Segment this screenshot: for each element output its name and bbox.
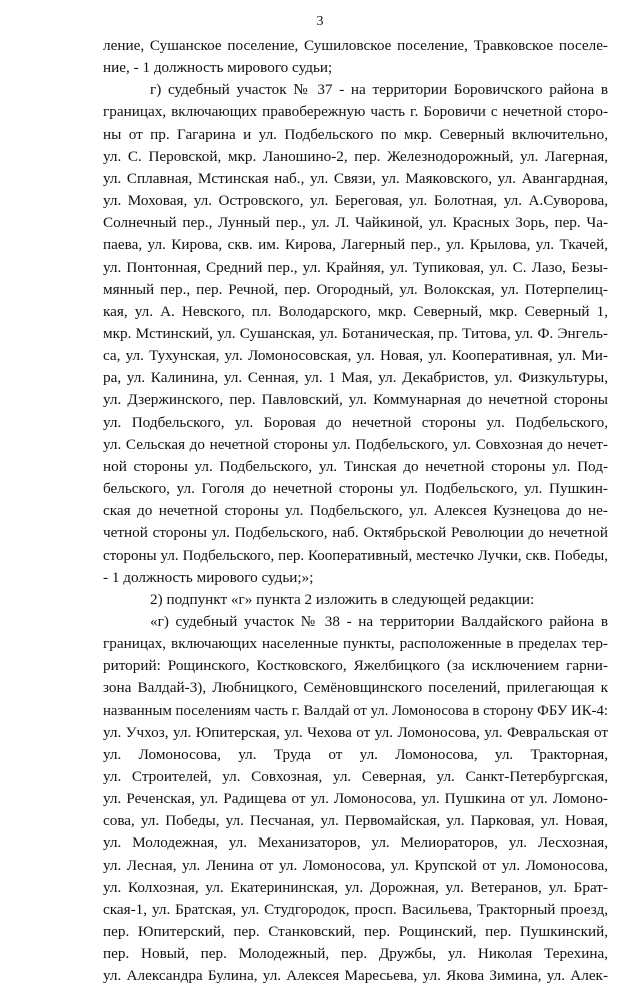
text-line: ул. Моховая, ул. Островского, ул. Береговая, ул. Болотная, ул. А.Суворова,: [103, 192, 608, 209]
text-line: ул. Понтонная, Средний пер., ул. Крайняя, ул. Тупиковая, ул. С. Лазо, Безы-: [103, 258, 608, 276]
text-line: ская до нечетной стороны ул. Подбельского, ул. Алексея Кузнецова до не-: [103, 502, 608, 520]
text-line: ул. Сплавная, Мстинская наб., ул. Связи, ул. Маяковского, ул. Авангардная,: [103, 169, 608, 187]
text-line: ул. Ломоносова, ул. Труда от ул. Ломоносова, ул. Тракторная,: [103, 745, 608, 763]
text-line: ул. Сельская до нечетной стороны ул. Подбельского, ул. Совхозная до нечет-: [103, 435, 608, 453]
text-line: «г) судебный участок № 38 - на территории Валдайского района в: [150, 612, 608, 630]
text-line: ра, ул. Калинина, ул. Сенная, ул. 1 Мая, ул. Декабристов, ул. Физкультуры,: [103, 369, 608, 387]
text-line: ул. Колхозная, ул. Екатерининская, ул. Дорожная, ул. Ветеранов, ул. Брат-: [103, 878, 608, 896]
text-line: ская-1, ул. Братская, ул. Студгородок, просп. Васильева, Тракторный проезд,: [103, 900, 608, 918]
text-line: паева, ул. Кирова, скв. им. Кирова, Лагерный пер., ул. Крылова, ул. Ткачей,: [103, 236, 608, 254]
text-line: са, ул. Тухунская, ул. Ломоносовская, ул. Новая, ул. Кооперативная, ул. Ми-: [103, 347, 608, 365]
text-line: Солнечный пер., Лунный пер., ул. Л. Чайкиной, ул. Красных Зорь, пер. Ча-: [103, 214, 608, 232]
text-line: риторий: Рощинского, Костковского, Яжелбицкого (за исключением гарни-: [103, 657, 608, 675]
text-line: ул. С. Перовской, мкр. Ланошино-2, пер. Железнодорожный, ул. Лагерная,: [103, 147, 608, 165]
text-line: ул. Лесная, ул. Ленина от ул. Ломоносова, ул. Крупской от ул. Ломоносова,: [103, 856, 608, 874]
text-line: зона Валдай-3), Любницкого, Семёновщинского поселений, прилегающая к: [103, 679, 608, 697]
text-line: ул. Молодежная, ул. Механизаторов, ул. Мелиораторов, ул. Лесхозная,: [103, 834, 608, 852]
text-line: пер. Юпитерский, пер. Станковский, пер. Рощинский, пер. Пушкинский,: [103, 923, 608, 940]
text-line: 2) подпункт «г» пункта 2 изложить в следующей редакции:: [150, 590, 535, 608]
text-line: сова, ул. Победы, ул. Песчаная, ул. Первомайская, ул. Парковая, ул. Новая,: [103, 812, 608, 830]
text-line: ул. Строителей, ул. Совхозная, ул. Северная, ул. Санкт-Петербургская,: [103, 767, 608, 785]
text-line: пер. Новый, пер. Молодежный, пер. Дружбы, ул. Николая Терехина,: [103, 945, 608, 963]
text-line: г) судебный участок № 37 - на территории Боровичского района в: [150, 81, 608, 99]
text-line: четной стороны ул. Подбельского, наб. Октябрьской Революции до нечетной: [103, 524, 608, 542]
text-line: ул. Александра Булина, ул. Алексея Маресьева, ул. Якова Зимина, ул. Алек-: [103, 967, 608, 985]
text-line: мкр. Мстинский, ул. Сушанская, ул. Ботаническая, пр. Титова, ул. Ф. Энгель-: [103, 324, 608, 342]
text-line: - 1 должность мирового судьи;»;: [103, 568, 314, 586]
text-line: ление, Сушанское поселение, Сушиловское поселение, Травковское поселе-: [103, 37, 608, 54]
text-line: границах, включающих правобережную часть г. Боровичи с нечетной сторо-: [103, 103, 608, 121]
text-line: мянный пер., пер. Речной, пер. Огородный, ул. Волокская, ул. Потерпелиц-: [103, 280, 608, 298]
text-line: ул. Подбельского, ул. Боровая до нечетной стороны ул. Подбельского,: [103, 413, 608, 431]
text-line: кая, ул. А. Невского, пл. Володарского, мкр. Северный, мкр. Северный 1,: [103, 302, 608, 320]
text-line: ул. Реченская, ул. Радищева от ул. Ломоносова, ул. Пушкина от ул. Ломоно-: [103, 790, 608, 808]
text-line: названным поселениям часть г. Валдай от ул. Ломоносова в сторону ФБУ ИК-4:: [103, 702, 608, 719]
text-line: стороны ул. Подбельского, пер. Кооперативный, местечко Лучки, скв. Победы,: [103, 547, 608, 564]
page-number: 3: [316, 14, 324, 29]
text-line: ны от пр. Гагарина и ул. Подбельского по мкр. Северный включительно,: [103, 125, 608, 143]
text-line: ной стороны ул. Подбельского, ул. Тинская до нечетной стороны ул. Под-: [103, 457, 608, 475]
text-line: ул. Дзержинского, пер. Павловский, ул. Коммунарная до нечетной стороны: [103, 391, 608, 409]
text-line: границах, включающих населенные пункты, расположенные в пределах тер-: [103, 635, 608, 652]
text-line: бельского, ул. Гоголя до нечетной стороны ул. Подбельского, ул. Пушкин-: [103, 480, 608, 497]
text-line: ние, - 1 должность мирового судьи;: [103, 59, 333, 77]
text-line: ул. Учхоз, ул. Юпитерская, ул. Чехова от ул. Ломоносова, ул. Февральская от: [103, 723, 608, 741]
